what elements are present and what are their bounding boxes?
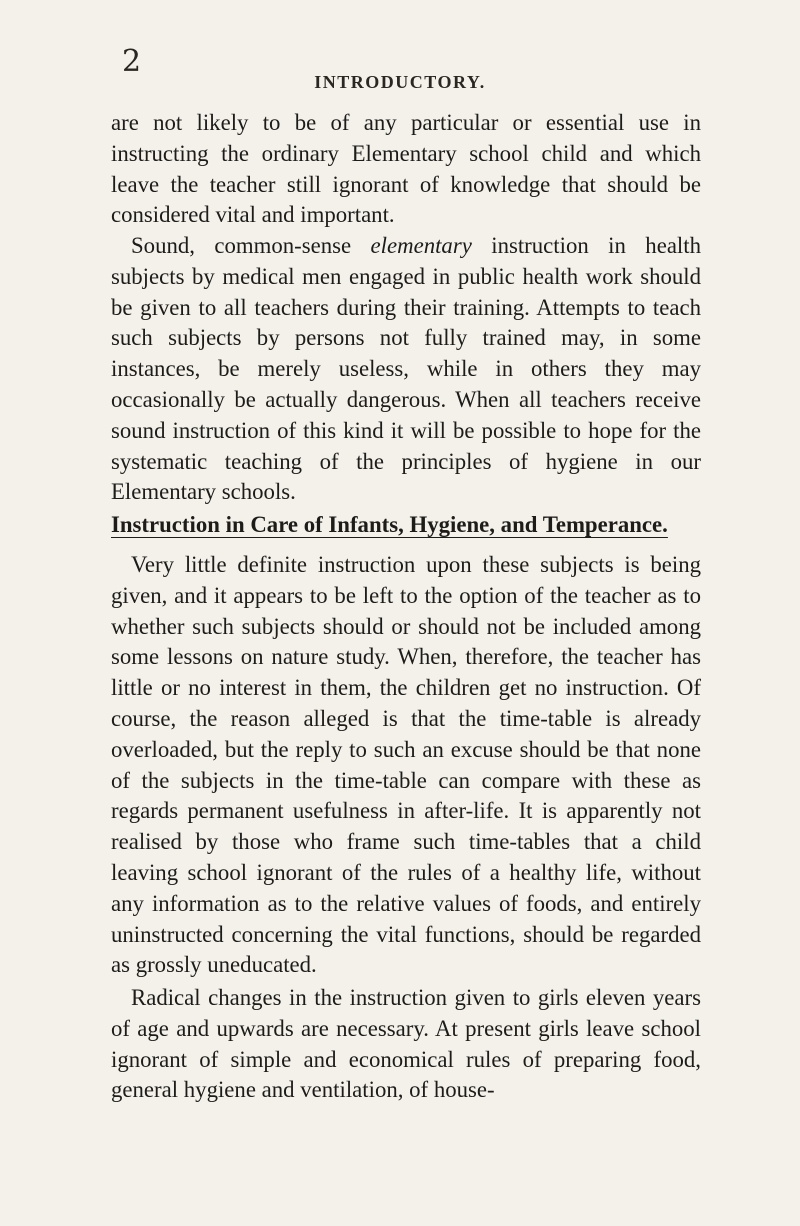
paragraph-text-part: instruction in health subjects by medical men engaged in public health work should be given to all teachers during their training. Attempts to teach such subjects by persons not fully trained may, in some instances, be merely useless, while in others they may occasionally be actually dangerous. When all teachers receive sound instruction of this kind it will be possible to hope for the systematic teaching of the principles of hygiene in our Elementary schools.: [111, 233, 701, 505]
body-paragraph-continued: [111, 108, 701, 231]
body-paragraph-health-instruction: [111, 231, 701, 508]
running-head: INTRODUCTORY.: [314, 72, 486, 92]
paragraph-text-part: Sound, common-sense: [131, 233, 371, 258]
paragraph-text: [111, 231, 701, 508]
paragraph-text: Radical changes in the instruction given to girls eleven years of age and upwards are necessary. At present girls leave school ignorant of simple and economical rules of preparing food, general hygiene and ventilation, of house-: [111, 985, 701, 1103]
paragraph-text: are not likely to be of any particular or essential use in instructing the ordinary Elementary school child and which leave the teacher still ignorant of knowledge that should be considered vital and important.: [111, 110, 701, 228]
section-heading: Instruction in Care of Infants, Hygiene, and Temperance.: [111, 512, 668, 537]
emphasis-elementary: elementary: [370, 233, 472, 258]
body-paragraph-radical-changes: [111, 983, 701, 1106]
body-paragraph-very-little: [111, 550, 701, 981]
page-number: 2: [122, 44, 142, 79]
paragraph-text: Very little definite instruction upon these subjects is being given, and it appears to be left to the option of the teacher as to whether such subjects should or should not be included among some lessons on nature study. When, therefore, the teacher has little or no interest in them, the children get no instruction. Of course, the reason alleged is that the time-table is already overloaded, but the reply to such an excuse should be that none of the subjects in the time-table can compare with these as regards permanent usefulness in after-life. It is apparently not realised by those who frame such time-tables that a child leaving school ignorant of the rules of a healthy life, without any information as to the relative values of foods, and entirely uninstructed concerning the vital functions, should be regarded as grossly uneducated.: [111, 552, 701, 978]
